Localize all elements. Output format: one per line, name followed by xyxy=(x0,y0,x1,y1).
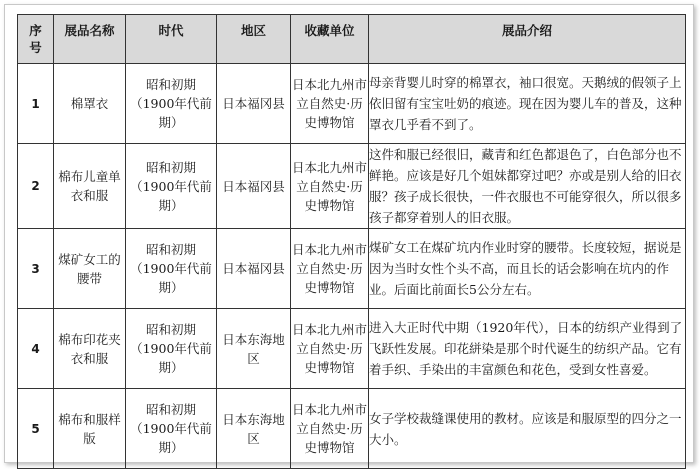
document-frame xyxy=(4,4,694,463)
row-region: 日本福冈县 xyxy=(217,64,291,144)
row-holder: 日本北九州市立自然史·历史博物馆 xyxy=(291,64,369,144)
header-row xyxy=(18,15,686,64)
row-period: 昭和初期（1900年代前期） xyxy=(126,389,217,469)
header-name: 展品名称 xyxy=(54,15,126,64)
table-header xyxy=(18,15,686,64)
row-name: 棉布印花夹衣和服 xyxy=(54,309,126,389)
row-desc: 煤矿女工在煤矿坑内作业时穿的腰带。长度较短，据说是因为当时女性个头不高，而且长的话会影响在坑内的作业。后面比前面长5公分左右。 xyxy=(369,229,686,309)
exhibit-table xyxy=(17,14,686,469)
header-desc: 展品介绍 xyxy=(369,15,686,64)
row-holder: 日本北九州市立自然史·历史博物馆 xyxy=(291,309,369,389)
row-period: 昭和初期（1900年代前期） xyxy=(126,229,217,309)
table-row xyxy=(18,309,686,389)
row-name: 棉罩衣 xyxy=(54,64,126,144)
row-no: 1 xyxy=(18,64,54,144)
table-row xyxy=(18,144,686,229)
table-body xyxy=(18,64,686,469)
row-name: 棉布儿童单衣和服 xyxy=(54,144,126,229)
header-period: 时代 xyxy=(126,15,217,64)
row-name: 煤矿女工的腰带 xyxy=(54,229,126,309)
header-region: 地区 xyxy=(217,15,291,64)
table-row xyxy=(18,389,686,469)
row-holder: 日本北九州市立自然史·历史博物馆 xyxy=(291,229,369,309)
row-holder: 日本北九州市立自然史·历史博物馆 xyxy=(291,389,369,469)
header-holder: 收藏单位 xyxy=(291,15,369,64)
row-region: 日本东海地区 xyxy=(217,389,291,469)
row-period: 昭和初期（1900年代前期） xyxy=(126,144,217,229)
row-period: 昭和初期（1900年代前期） xyxy=(126,309,217,389)
row-region: 日本福冈县 xyxy=(217,144,291,229)
row-no: 2 xyxy=(18,144,54,229)
row-holder: 日本北九州市立自然史·历史博物馆 xyxy=(291,144,369,229)
row-no: 4 xyxy=(18,309,54,389)
row-no: 5 xyxy=(18,389,54,469)
row-desc: 女子学校裁缝课使用的教材。应该是和服原型的四分之一大小。 xyxy=(369,389,686,469)
row-desc: 进入大正时代中期（1920年代），日本的纺织产业得到了飞跃性发展。印花絣染是那个时代诞生的纺织产品。它有着手织、手染出的丰富颜色和花色，受到女性喜爱。 xyxy=(369,309,686,389)
row-desc: 这件和服已经很旧，藏青和红色都退色了，白色部分也不鲜艳。应该是好几个姐妹都穿过吧？亦或是别人给的旧衣服？孩子成长很快，一件衣服也不可能穿很久，所以很多孩子都穿着别人的旧衣服。 xyxy=(369,144,686,229)
table-row xyxy=(18,229,686,309)
row-region: 日本福冈县 xyxy=(217,229,291,309)
header-no-text: 序号 xyxy=(29,23,42,55)
row-no: 3 xyxy=(18,229,54,309)
row-name: 棉布和服样版 xyxy=(54,389,126,469)
table-row xyxy=(18,64,686,144)
header-no xyxy=(18,15,54,64)
row-period: 昭和初期（1900年代前期） xyxy=(126,64,217,144)
row-desc: 母亲背婴儿时穿的棉罩衣，袖口很宽。天鹅绒的假领子上依旧留有宝宝吐奶的痕迹。现在因为婴儿车的普及，这种罩衣几乎看不到了。 xyxy=(369,64,686,144)
row-region: 日本东海地区 xyxy=(217,309,291,389)
